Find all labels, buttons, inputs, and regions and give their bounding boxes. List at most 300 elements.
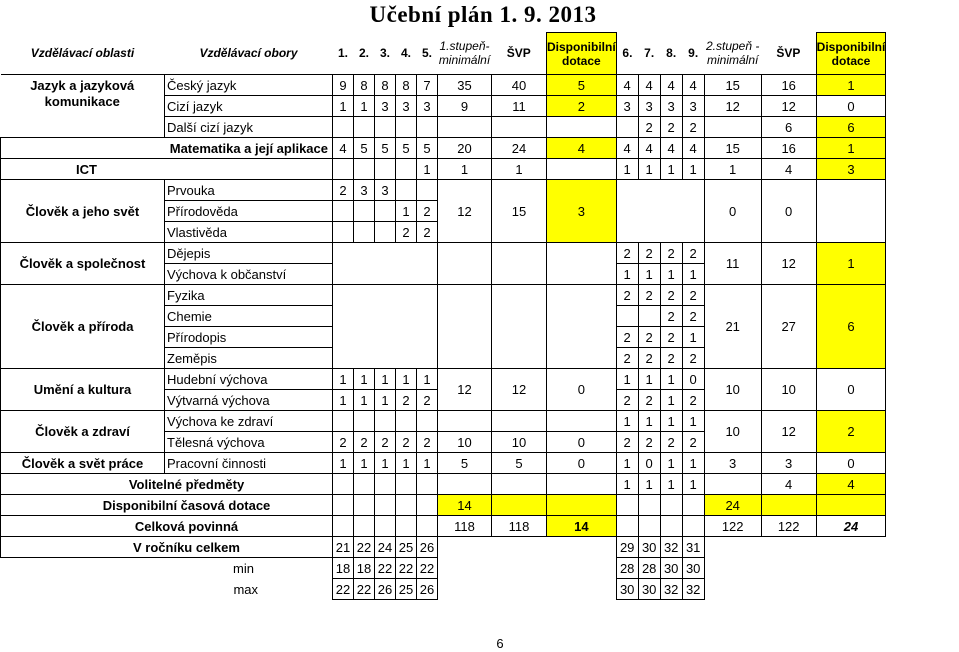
cell: 1 [616, 453, 638, 474]
cell: 1 [417, 159, 438, 180]
subject-label: Přírodověda [165, 201, 333, 222]
cell: 24 [816, 516, 886, 537]
cell: 28 [616, 558, 638, 579]
header-areas: Vzdělávací oblasti [1, 33, 165, 75]
cell [375, 201, 396, 222]
header-grade: 9. [682, 33, 704, 75]
cell [354, 201, 375, 222]
cell: 2 [616, 432, 638, 453]
cell: 118 [438, 516, 492, 537]
cell: 30 [638, 579, 660, 600]
cell: 3 [704, 453, 761, 474]
cell: 11 [492, 96, 547, 117]
cell: 4 [816, 474, 886, 495]
cell [417, 495, 438, 516]
header-grade: 5. [417, 33, 438, 75]
cell: 6 [816, 285, 886, 369]
cell [638, 516, 660, 537]
area-label: ICT [1, 159, 333, 180]
cell: 22 [354, 537, 375, 558]
cell: 4 [616, 75, 638, 96]
cell [396, 180, 417, 201]
cell [704, 474, 761, 495]
cell: 2 [638, 327, 660, 348]
cell: 2 [417, 390, 438, 411]
cell: 2 [682, 306, 704, 327]
header-min2: 2.stupeň - minimální [704, 33, 761, 75]
cell [438, 411, 492, 432]
cell: 1 [396, 201, 417, 222]
cell [704, 537, 761, 558]
cell: 10 [492, 432, 547, 453]
cell: 122 [704, 516, 761, 537]
cell [375, 516, 396, 537]
cell: 4 [638, 138, 660, 159]
cell: 12 [704, 96, 761, 117]
cell: 14 [438, 495, 492, 516]
cell: 2 [638, 243, 660, 264]
cell: 16 [761, 138, 816, 159]
cell: 2 [638, 348, 660, 369]
cell [616, 180, 704, 243]
row-label: min [165, 558, 333, 579]
cell [396, 495, 417, 516]
cell: 14 [547, 516, 617, 537]
cell: 1 [417, 369, 438, 390]
cell: 2 [682, 432, 704, 453]
cell: 2 [354, 432, 375, 453]
cell [1, 117, 165, 138]
cell [616, 117, 638, 138]
cell: 29 [616, 537, 638, 558]
header-svp2: ŠVP [761, 33, 816, 75]
cell: 4 [682, 75, 704, 96]
subject-label: Tělesná výchova [165, 432, 333, 453]
cell [547, 243, 617, 285]
subject-label: Vlastivěda [165, 222, 333, 243]
cell: 2 [396, 222, 417, 243]
cell: 4 [616, 138, 638, 159]
cell [333, 411, 354, 432]
cell: 26 [375, 579, 396, 600]
cell: 1 [333, 453, 354, 474]
cell [761, 537, 816, 558]
cell: 1 [375, 369, 396, 390]
cell: 28 [638, 558, 660, 579]
cell: 10 [704, 369, 761, 411]
cell: 2 [396, 432, 417, 453]
cell: 1 [375, 390, 396, 411]
cell: 2 [333, 432, 354, 453]
cell: 2 [660, 432, 682, 453]
cell [492, 558, 547, 579]
cell: 2 [638, 432, 660, 453]
cell: 31 [682, 537, 704, 558]
cell [660, 516, 682, 537]
header-subjects: Vzdělávací obory [165, 33, 333, 75]
cell: 7 [417, 75, 438, 96]
cell: 1 [333, 369, 354, 390]
cell: 15 [704, 138, 761, 159]
header-grade: 4. [396, 33, 417, 75]
cell [616, 306, 638, 327]
cell: 4 [761, 474, 816, 495]
cell: 8 [396, 75, 417, 96]
cell: 1 [396, 453, 417, 474]
cell [354, 495, 375, 516]
cell [438, 285, 492, 369]
cell: 2 [638, 390, 660, 411]
cell [547, 537, 617, 558]
cell: 10 [761, 369, 816, 411]
cell: 22 [417, 558, 438, 579]
cell [816, 495, 886, 516]
cell: 1 [660, 159, 682, 180]
cell [396, 516, 417, 537]
cell: 22 [354, 579, 375, 600]
cell: 1 [492, 159, 547, 180]
cell: 30 [638, 537, 660, 558]
cell [492, 117, 547, 138]
cell: 32 [660, 579, 682, 600]
cell [375, 474, 396, 495]
cell: 32 [682, 579, 704, 600]
cell: 3 [375, 180, 396, 201]
cell: 32 [660, 537, 682, 558]
cell: 1 [682, 264, 704, 285]
header-grade: 1. [333, 33, 354, 75]
area-label: komunikace [44, 95, 120, 109]
cell: 2 [682, 117, 704, 138]
cell [492, 243, 547, 285]
cell: 30 [682, 558, 704, 579]
cell [682, 516, 704, 537]
subject-label: Fyzika [165, 285, 333, 306]
cell: 1 [616, 474, 638, 495]
cell: 2 [396, 390, 417, 411]
cell: 2 [616, 327, 638, 348]
cell: 11 [704, 243, 761, 285]
cell: 2 [660, 327, 682, 348]
cell: 2 [660, 306, 682, 327]
row-label: max [165, 579, 333, 600]
area-label: Člověk a zdraví [1, 411, 165, 453]
cell: 3 [547, 180, 617, 243]
cell [438, 537, 492, 558]
cell: 1 [354, 369, 375, 390]
cell [417, 474, 438, 495]
table-row [1, 75, 886, 96]
cell [438, 117, 492, 138]
cell: 2 [616, 243, 638, 264]
cell: 0 [547, 453, 617, 474]
cell: 1 [638, 474, 660, 495]
cell [547, 474, 617, 495]
cell: 1 [816, 75, 886, 96]
cell: 12 [438, 369, 492, 411]
cell: 24 [704, 495, 761, 516]
cell: 12 [761, 411, 816, 453]
cell [438, 243, 492, 285]
row-label: Disponibilní časová dotace [1, 495, 333, 516]
cell: 15 [492, 180, 547, 243]
cell: 1 [638, 369, 660, 390]
cell: 10 [438, 432, 492, 453]
cell [761, 579, 816, 600]
cell [396, 159, 417, 180]
cell: 25 [396, 579, 417, 600]
cell [438, 474, 492, 495]
cell [333, 474, 354, 495]
cell: 22 [375, 558, 396, 579]
cell: 1 [682, 453, 704, 474]
cell: 3 [396, 96, 417, 117]
cell: 4 [682, 138, 704, 159]
cell: 3 [417, 96, 438, 117]
cell: 2 [616, 348, 638, 369]
cell: 5 [417, 138, 438, 159]
cell: 27 [761, 285, 816, 369]
cell [547, 579, 617, 600]
subject-label: Zeměpis [165, 348, 333, 369]
cell: 5 [438, 453, 492, 474]
cell: 12 [761, 96, 816, 117]
cell: 3 [354, 180, 375, 201]
page-number: 6 [496, 636, 504, 651]
cell [816, 180, 886, 243]
cell: 15 [704, 75, 761, 96]
cell: 3 [660, 96, 682, 117]
cell: 2 [816, 411, 886, 453]
header-svp1: ŠVP [492, 33, 547, 75]
header-row [1, 33, 886, 75]
cell [396, 411, 417, 432]
cell: 2 [660, 117, 682, 138]
cell: 30 [616, 579, 638, 600]
cell: 1 [682, 327, 704, 348]
header-grade: 3. [375, 33, 396, 75]
cell: 25 [396, 537, 417, 558]
subject-label: Český jazyk [165, 75, 333, 96]
cell [761, 558, 816, 579]
subject-label: Další cizí jazyk [165, 117, 333, 138]
table-row [1, 159, 886, 180]
table-row [1, 117, 886, 138]
cell: 1 [660, 369, 682, 390]
cell: 1 [354, 453, 375, 474]
cell: 40 [492, 75, 547, 96]
cell: 1 [816, 243, 886, 285]
header-grade: 8. [660, 33, 682, 75]
cell: 22 [396, 558, 417, 579]
cell: 1 [638, 159, 660, 180]
area-label: Člověk a svět práce [1, 453, 165, 474]
cell: 1 [616, 411, 638, 432]
cell: 1 [354, 390, 375, 411]
cell: 21 [333, 537, 354, 558]
cell: 3 [616, 96, 638, 117]
curriculum-table [0, 32, 886, 600]
cell: 9 [438, 96, 492, 117]
cell [417, 411, 438, 432]
table-row [1, 285, 886, 306]
cell: 30 [660, 558, 682, 579]
cell [354, 159, 375, 180]
cell: 1 [660, 474, 682, 495]
cell: 21 [704, 285, 761, 369]
cell: 2 [333, 180, 354, 201]
cell [492, 411, 547, 432]
cell [375, 117, 396, 138]
cell: 1 [816, 138, 886, 159]
cell: 0 [682, 369, 704, 390]
cell: 5 [547, 75, 617, 96]
cell: 35 [438, 75, 492, 96]
cell [638, 495, 660, 516]
cell [547, 495, 617, 516]
cell: 2 [375, 432, 396, 453]
cell [704, 117, 761, 138]
cell [547, 411, 617, 432]
table-row [1, 516, 886, 537]
subject-label: Přírodopis [165, 327, 333, 348]
cell [375, 495, 396, 516]
page-title: Učební plán 1. 9. 2013 [369, 2, 597, 27]
cell: 1 [638, 264, 660, 285]
cell: 0 [816, 453, 886, 474]
cell: 8 [354, 75, 375, 96]
cell [354, 117, 375, 138]
cell: 26 [417, 579, 438, 600]
cell: 4 [761, 159, 816, 180]
cell: 2 [638, 117, 660, 138]
cell: 1 [660, 411, 682, 432]
cell [1, 579, 165, 600]
cell: 12 [438, 180, 492, 243]
cell: 0 [638, 453, 660, 474]
subject-label: Dějepis [165, 243, 333, 264]
cell [438, 579, 492, 600]
cell: 2 [660, 348, 682, 369]
cell: 2 [682, 390, 704, 411]
cell: 2 [660, 243, 682, 264]
area-label: Jazyk a jazyková [30, 77, 135, 93]
subject-label: Výchova k občanství [165, 264, 333, 285]
cell: 5 [492, 453, 547, 474]
cell: 0 [547, 369, 617, 411]
cell: 6 [761, 117, 816, 138]
header-min1: 1.stupeň-minimální [438, 33, 492, 75]
cell [333, 243, 438, 285]
table-row [1, 558, 886, 579]
cell: 1 [616, 369, 638, 390]
cell: 9 [333, 75, 354, 96]
cell [660, 495, 682, 516]
cell [333, 201, 354, 222]
cell: 2 [547, 96, 617, 117]
cell: 2 [682, 348, 704, 369]
cell [354, 516, 375, 537]
cell: 24 [492, 138, 547, 159]
cell: 1 [616, 159, 638, 180]
cell: 12 [492, 369, 547, 411]
cell: 0 [816, 96, 886, 117]
cell: 1 [682, 474, 704, 495]
subject-label: Hudební výchova [165, 369, 333, 390]
cell: 6 [816, 117, 886, 138]
cell [547, 558, 617, 579]
cell: 26 [417, 537, 438, 558]
cell: 3 [761, 453, 816, 474]
cell [375, 222, 396, 243]
subject-label: Cizí jazyk [165, 96, 333, 117]
cell [616, 516, 638, 537]
cell: 1 [333, 390, 354, 411]
area-label: Člověk a společnost [1, 243, 165, 285]
cell [417, 180, 438, 201]
table-row [1, 411, 886, 432]
cell: 2 [417, 201, 438, 222]
table-row [1, 579, 886, 600]
table-row [1, 537, 886, 558]
cell: 1 [396, 369, 417, 390]
cell: 0 [704, 180, 761, 243]
area-label: Člověk a příroda [1, 285, 165, 369]
cell: 3 [682, 96, 704, 117]
cell [492, 285, 547, 369]
cell [547, 159, 617, 180]
cell: 1 [354, 96, 375, 117]
cell [396, 117, 417, 138]
cell: 1 [660, 264, 682, 285]
cell: 16 [761, 75, 816, 96]
header-disp1: Disponibilní dotace [547, 33, 617, 75]
cell [816, 579, 886, 600]
cell [375, 411, 396, 432]
cell: 24 [375, 537, 396, 558]
cell: 1 [438, 159, 492, 180]
cell [333, 222, 354, 243]
cell: 1 [660, 390, 682, 411]
table-row [1, 474, 886, 495]
subject-label: Výchova ke zdraví [165, 411, 333, 432]
cell: 8 [375, 75, 396, 96]
row-label: Volitelné předměty [1, 474, 333, 495]
cell: 20 [438, 138, 492, 159]
cell: 4 [333, 138, 354, 159]
area-label: Umění a kultura [1, 369, 165, 411]
cell [438, 558, 492, 579]
header-grade: 7. [638, 33, 660, 75]
cell: 2 [417, 432, 438, 453]
cell: 1 [375, 453, 396, 474]
cell: 2 [682, 285, 704, 306]
cell: 1 [682, 411, 704, 432]
cell: 5 [375, 138, 396, 159]
cell: 3 [816, 159, 886, 180]
cell: 2 [616, 390, 638, 411]
cell [492, 474, 547, 495]
cell: 18 [354, 558, 375, 579]
cell [333, 285, 438, 369]
cell: 1 [704, 159, 761, 180]
table-row [1, 369, 886, 390]
cell: 18 [333, 558, 354, 579]
cell: 4 [638, 75, 660, 96]
table-row [1, 243, 886, 264]
cell [547, 117, 617, 138]
table-row [1, 96, 886, 117]
